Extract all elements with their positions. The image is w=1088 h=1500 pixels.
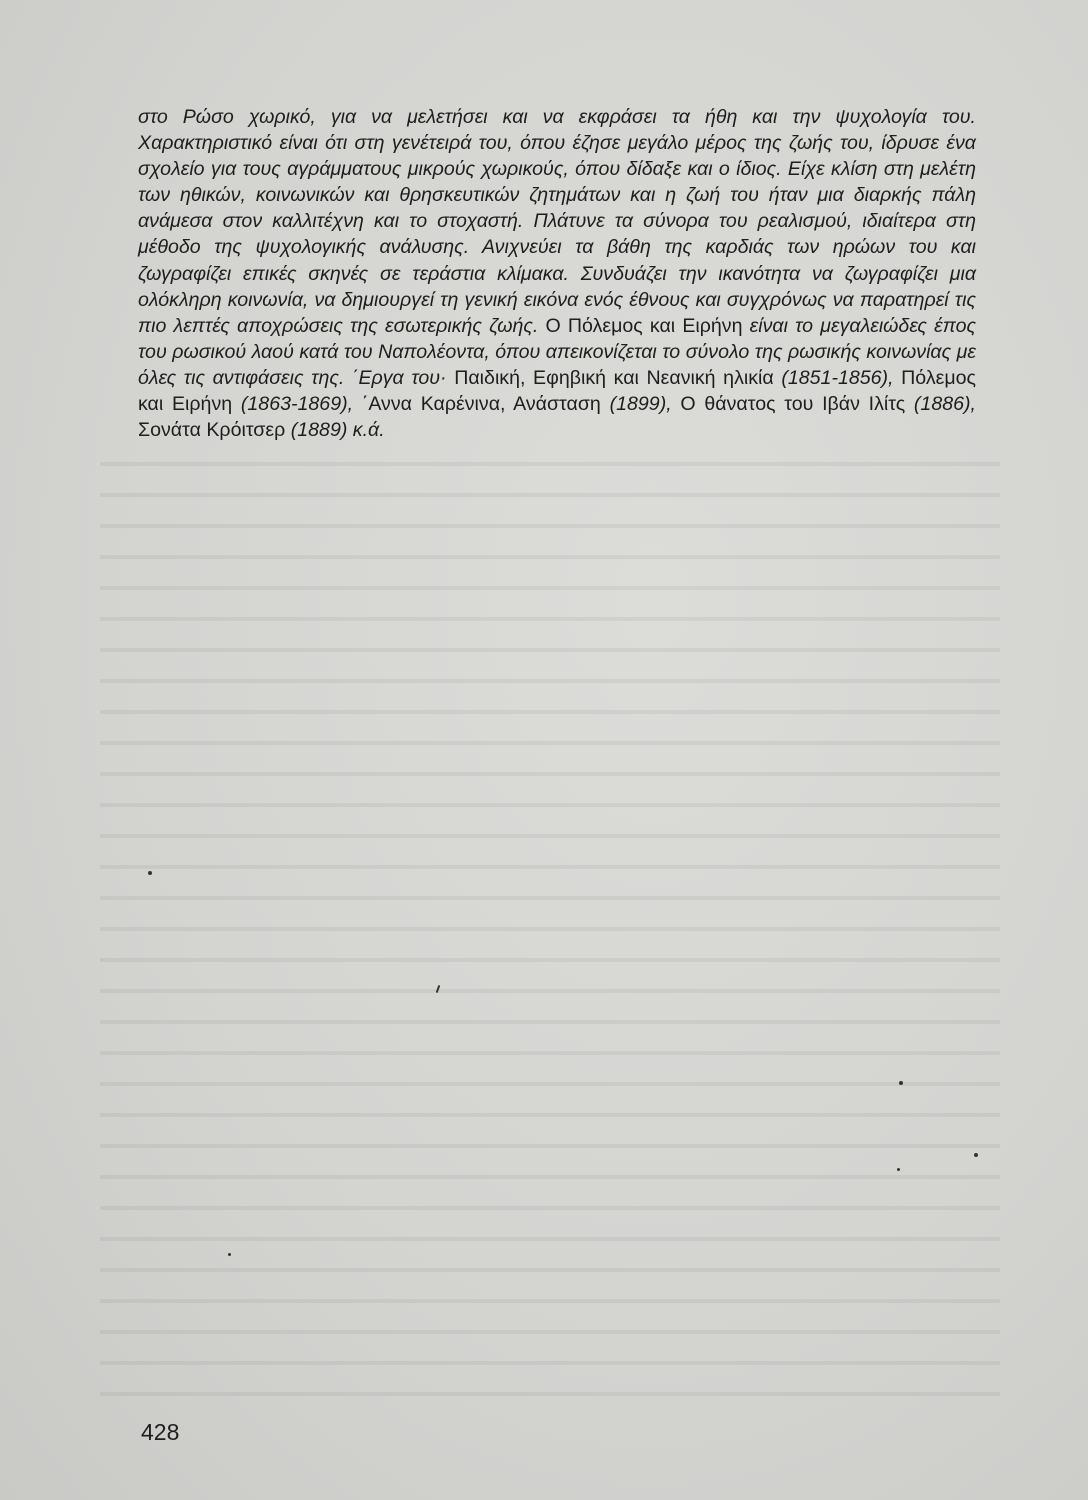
text-segment: Ο θάνατος του Ιβάν Ιλίτς	[680, 393, 906, 416]
text-segment: (1886),	[905, 393, 976, 416]
text-segment: Σονάτα Κρόιτσερ	[138, 419, 286, 442]
text-segment: Ο Πόλεμος και Ειρήνη	[545, 314, 743, 337]
text-segment: Πόλεμος και Ειρήνη	[138, 366, 976, 416]
dust-speck	[899, 1081, 903, 1085]
text-segment: Παιδική, Εφηβική και Νεανική ηλικία	[454, 366, 774, 389]
dust-speck	[974, 1153, 978, 1157]
dust-speck	[897, 1168, 900, 1171]
text-segment: (1863-1869),	[232, 393, 362, 416]
text-segment: ΄Αννα Καρένινα, Ανάσταση	[361, 393, 601, 416]
text-segment: (1889) κ.ά.	[285, 419, 385, 442]
text-segment: είναι το μεγαλειώδες έπος του ρωσικού λαού κατά του Ναπολέοντα, όπου απεικονίζεται το σύνολο της ρωσικής κοινωνίας με όλες τις αντιφάσεις της. ΄Εργα του·	[138, 314, 976, 389]
bleed-through-text	[100, 440, 1000, 1400]
page-number: 428	[141, 1419, 180, 1445]
text-segment: στο Ρώσο χωρικό, για να μελετήσει και να εκφράσει τα ήθη και την ψυχολογία του. Χαρακτηριστικό είναι ότι στη γενέτειρά του, όπου έζησε μεγάλο μέρος της ζωής του, ίδρυσε ένα σχολείο για τους αγράμματους μικρούς χωρικούς, όπου δίδαξε και ο ίδιος. Είχε κλίση στη μελέτη των ηθικών, κοινωνικών και θρησκευτικών ζητημάτων και η ζωή του ήταν μια διαρκής πάλη ανάμεσα στον καλλιτέχνη και το στοχαστή. Πλάτυνε τα σύνορα του ρεαλισμού, ιδιαίτερα στη μέθοδο της ψυχολογικής ανάλυσης. Ανιχνεύει τα βάθη της καρδιάς των ηρώων του και ζωγραφίζει επικές σκηνές σε τεράστια κλίμακα. Συνδυάζει την ικανότητα να ζωγραφίζει μια ολόκληρη κοινωνία, να δημιουργεί τη γενική εικόνα ενός έθνους και συγχρόνως να παρατηρεί τις πιο λεπτές αποχρώσεις της εσωτερικής ζωής.	[138, 106, 976, 337]
dust-speck	[148, 871, 152, 875]
body-paragraph	[138, 104, 976, 443]
text-segment: (1899),	[600, 393, 681, 416]
dust-speck	[228, 1253, 231, 1256]
text-segment: (1851-1856),	[773, 366, 902, 389]
